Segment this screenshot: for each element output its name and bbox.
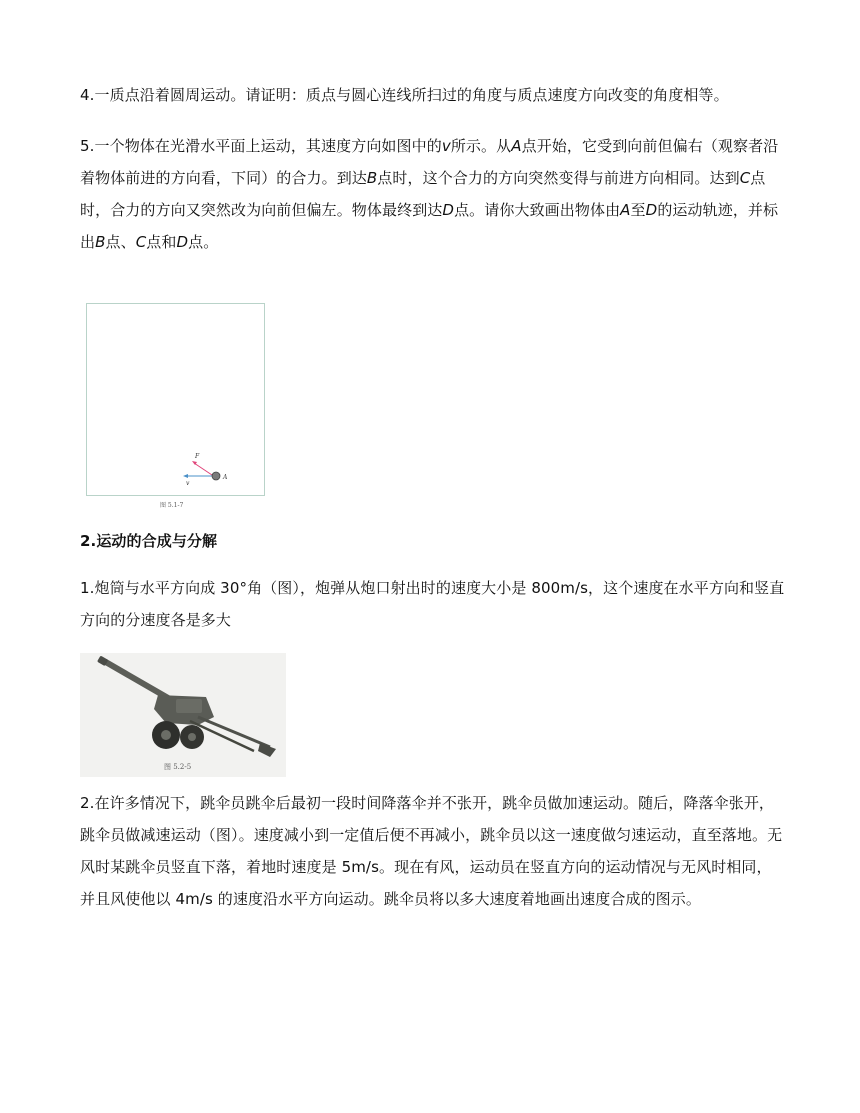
problem-4: 4.一质点沿着圆周运动。请证明：质点与圆心连线所扫过的角度与质点速度方向改变的角度相等。: [80, 86, 729, 104]
figure-frame: [87, 304, 265, 496]
question-2: 2.在许多情况下，跳伞员跳伞后最初一段时间降落伞并不张开，跳伞员做加速运动。随后，降落伞张开，跳伞员做减速运动（图）。速度减小到一定值后便不再减小，跳伞员以这一速度做匀速运动，直至落地。无风时某跳伞员竖直下落，着地时速度是 5m/s。现在有风，运动员在竖直方向的运动情况与无风时相同，并且风使他以 4m/s 的速度沿水平方向运动。跳伞员将以多大速度着地画出速度合成的图示。: [80, 794, 783, 908]
question-1: 1.炮筒与水平方向成 30°角（图），炮弹从炮口射出时的速度大小是 800m/s，这个速度在水平方向和竖直方向的分速度各是多大: [80, 579, 785, 629]
problem-5: 5.一个物体在光滑水平面上运动，其速度方向如图中的v所示。从A点开始，它受到向前但偏右（观察者沿着物体前进的方向看，下同）的合力。到达B点时，这个合力的方向突然变得与前进方向相同。达到C点时，合力的方向又突然改为向前但偏左。物体最终到达D点。请你大致画出物体由A至D的运动轨迹，并标出B点、C点和D点。: [80, 137, 779, 251]
figure-caption: 图 5.1-7: [160, 502, 184, 509]
figure-caption: 图 5.2-5: [164, 763, 192, 771]
figure-5-1-7: [86, 303, 266, 513]
label-v: v: [186, 480, 190, 487]
force-arrow: [194, 463, 212, 475]
label-A: A: [223, 474, 228, 481]
velocity-arrowhead: [183, 474, 188, 478]
label-F: F: [195, 453, 200, 460]
figure-5-2-5: [80, 653, 286, 777]
particle: [212, 472, 220, 480]
section-heading: 2.运动的合成与分解: [80, 532, 218, 550]
